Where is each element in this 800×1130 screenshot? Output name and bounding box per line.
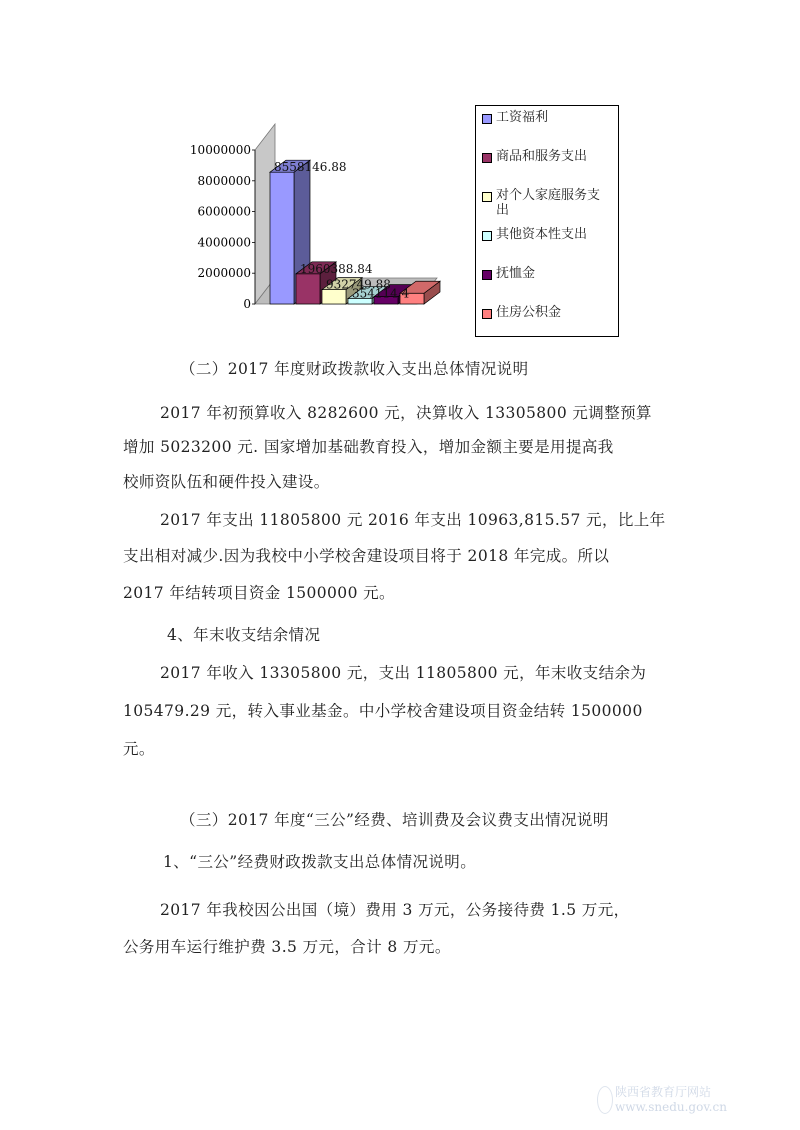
chart-legend bbox=[475, 105, 619, 337]
subsection-4-heading: 4、年末收支结余情况 bbox=[167, 626, 321, 644]
legend-label: 对个人家庭服务支 bbox=[496, 188, 601, 203]
legend-swatch bbox=[482, 231, 492, 241]
legend-label: 其他资本性支出 bbox=[496, 227, 588, 242]
site-watermark bbox=[615, 1085, 727, 1115]
chart-plot bbox=[175, 100, 465, 315]
paragraph-line: 支出相对减少.因为我校中小学校舍建设项目将于 2018 年完成。所以 bbox=[123, 547, 610, 565]
y-tick-label: 6000000 bbox=[197, 204, 251, 219]
watermark-logo-icon bbox=[597, 1086, 613, 1114]
watermark-title: 陕西省教育厅网站 bbox=[615, 1085, 712, 1099]
subsection-1-heading: 1、“三公”经费财政拨款支出总体情况说明。 bbox=[163, 853, 477, 871]
legend-label: 住房公积金 bbox=[496, 305, 562, 320]
paragraph-line: 105479.29 元，转入事业基金。中小学校舍建设项目资金结转 1500000 bbox=[123, 702, 643, 720]
paragraph-line: 增加 5023200 元. 国家增加基础教育投入，增加金额主要是用提高我 bbox=[123, 438, 614, 456]
paragraph-line: 元。 bbox=[123, 740, 155, 758]
bar bbox=[270, 172, 294, 304]
bar bbox=[322, 290, 346, 304]
legend-swatch bbox=[482, 114, 492, 124]
legend-label: 商品和服务支出 bbox=[496, 149, 588, 164]
paragraph-line: 2017 年初预算收入 8282600 元，决算收入 13305800 元调整预算 bbox=[160, 404, 652, 422]
y-tick-label: 0 bbox=[243, 297, 251, 311]
paragraph-line: 公务用车运行维护费 3.5 万元，合计 8 万元。 bbox=[123, 938, 451, 956]
y-tick-label: 10000000 bbox=[189, 143, 251, 157]
legend-item bbox=[482, 110, 614, 149]
data-label: 1960388.84 bbox=[300, 261, 373, 276]
legend-swatch bbox=[482, 153, 492, 163]
section-2-heading: （二）2017 年度财政拨款收入支出总体情况说明 bbox=[180, 360, 529, 378]
paragraph-line: 2017 年我校因公出国（境）费用 3 万元，公务接待费 1.5 万元， bbox=[160, 901, 630, 919]
y-tick-label: 4000000 bbox=[197, 235, 251, 250]
legend-item bbox=[482, 188, 614, 227]
legend-swatch bbox=[482, 309, 492, 319]
legend-swatch bbox=[482, 192, 492, 202]
expenditure-bar-chart bbox=[175, 100, 635, 345]
legend-label: 出 bbox=[496, 203, 510, 218]
legend-item bbox=[482, 266, 614, 305]
paragraph-line: 2017 年支出 11805800 元 2016 年支出 10963,815.57 元，比上年 bbox=[160, 511, 666, 529]
legend-label: 抚恤金 bbox=[496, 266, 536, 281]
paragraph-line: 2017 年结转项目资金 1500000 元。 bbox=[123, 584, 395, 602]
data-label: 932749.88 bbox=[326, 277, 391, 292]
bar bbox=[296, 274, 320, 304]
legend-item bbox=[482, 227, 614, 266]
data-label: 8558146.88 bbox=[274, 160, 347, 175]
y-tick-label: 2000000 bbox=[197, 266, 251, 281]
section-3-heading: （三）2017 年度“三公”经费、培训费及会议费支出情况说明 bbox=[180, 811, 609, 829]
legend-item bbox=[482, 149, 614, 188]
legend-item bbox=[482, 305, 614, 344]
watermark-url: www.snedu.gov.cn bbox=[615, 1100, 727, 1114]
data-label: 354114.4 bbox=[352, 286, 410, 301]
paragraph-line: 校师资队伍和硬件投入建设。 bbox=[123, 473, 330, 491]
legend-swatch bbox=[482, 270, 492, 280]
legend-label: 工资福利 bbox=[496, 110, 549, 125]
paragraph-line: 2017 年收入 13305800 元，支出 11805800 元，年末收支结余为 bbox=[160, 664, 647, 682]
y-tick-label: 8000000 bbox=[197, 173, 251, 188]
